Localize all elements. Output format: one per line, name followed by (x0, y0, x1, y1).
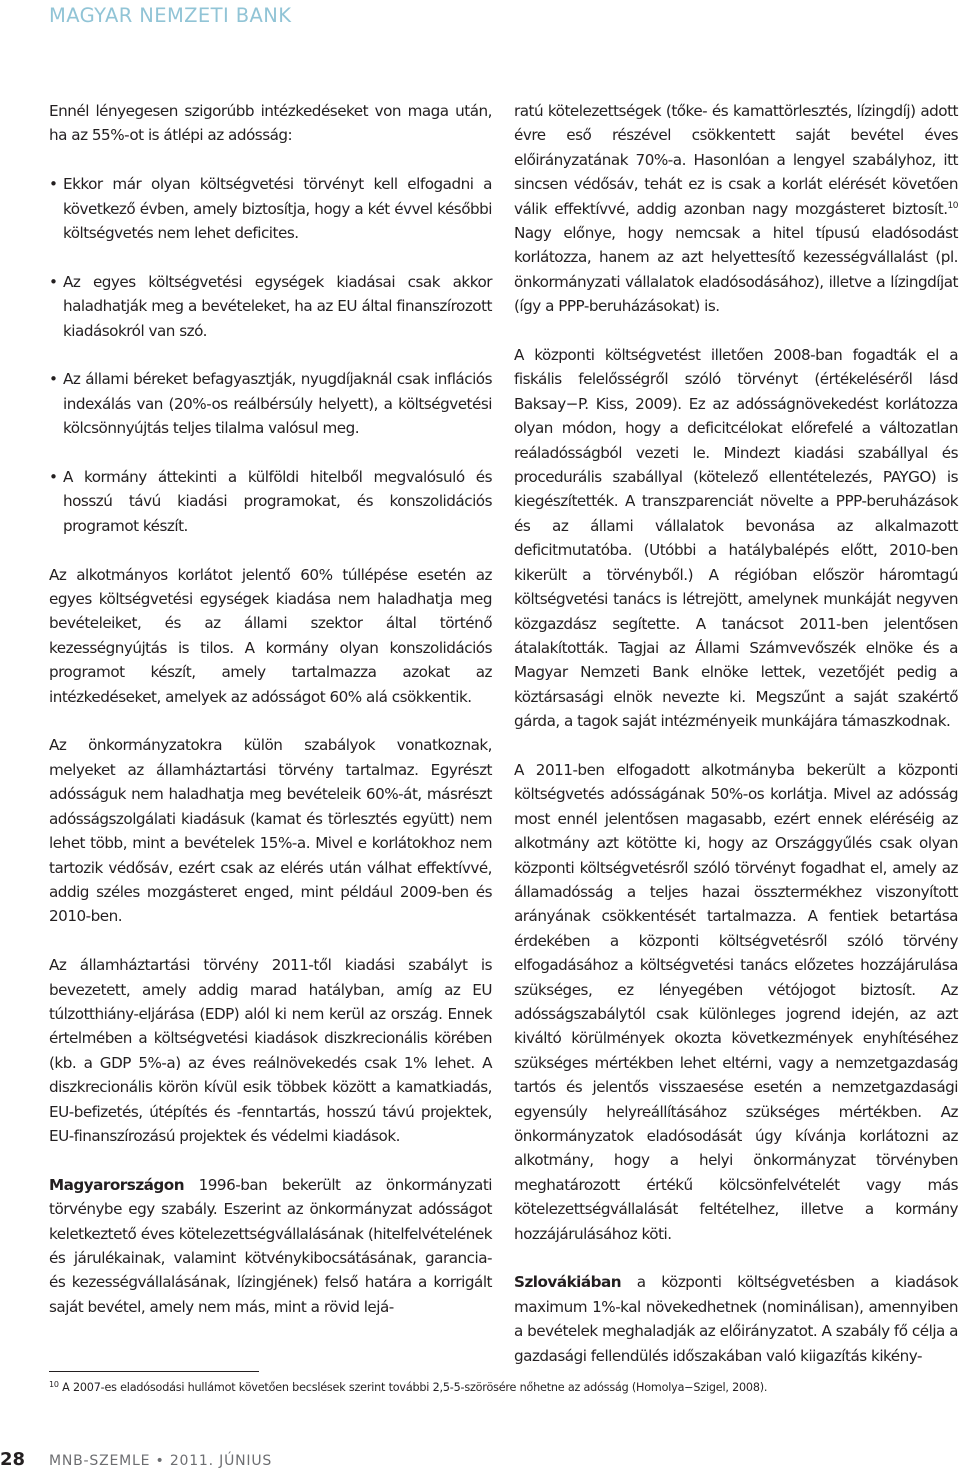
footnote-text: A 2007-es eladósodási hullámot követően becslések szerint további 2,5-5-szörösére nőhetne az adósság (Homolya−Szigel, 2008). (58, 1381, 768, 1394)
paragraph-text: 1996-ban bekerült az önkormányzati törvénybe egy szabály. Eszerint az önkormányzat adósságot keletkeztető éves kötelezettségvállalásának (hitelfelvételének és járulékainak, valamint kötvénykibocsátásának, garancia- és kezességvállalásának, lízingjének) felső határa a korrigált saját bevétel, amely nem más, mint a rövid lejá- (49, 1175, 492, 1316)
country-heading: Magyarországon (49, 1175, 185, 1194)
footnote (49, 1381, 949, 1394)
intro-paragraph: Ennél lényegesen szigorúbb intézkedéseket von maga után, ha az 55%-ot is átlépi az adósság: (49, 102, 492, 145)
body-paragraph: A 2011-ben elfogadott alkotmányba bekerült a központi költségvetés adósságának 50%-os korlátja. Mivel az adósság most ennél jelentősen magasabb, ezért ennek eléréséig az alkotmány azt kötötte ki, hogy az Országgyűlés csak olyan központi költségvetésről szóló törvényt fogadhat el, amely az államadósság a teljes hazai össztermékhez viszonyított arányának csökkentését tartalmazza. A fentiek betartása érdekében a központi költségvetésről szóló törvény elfogadásához a költségvetési tanács előzetes hozzájárulása szükséges, ez lényegében vétójogot biztosít. Az adósságszabálytól csak különleges jogrend idején, az azt kiváltó körülmények okozta következmények enyhítéséhez szükséges mértékben lehet eltérni, vagy a nemzetgazdaság tartós és jelentős visszaesése esetén a nemzetgazdasági egyensúly helyreállításához szükséges mértékben. Az önkormányzatok eladósodását úgy kívánja korlátozni az alkotmány, hogy a helyi önkormányzat törvényben meghatározott értékű kölcsönfelvételét vagy más kötelezettségvállalását feltételhez, illetve a kormány hozzájárulásához köti. (514, 760, 958, 1243)
body-paragraph: A központi költségvetést illetően 2008-ban fogadták el a fiskális felelősségről szóló törvényt (értékeléséről lásd Baksay−P. Kiss, 2009). Ez az adósságnövekedést korlátozza olyan módon, hogy a deficitcélokat előrefelé a változatlan reáladósságból vezeti le. Mindezt kiadási szabállyal és procedurális szabállyal (kötelező ellentételezés, PAYGO) is kiegészítették. A transzparenciát növelte a PPP-beruházások és az állami vállalatok bevonása az alkalmazott deficitmutatóba. (Utóbbi a hatálybalépés előtt, 2010-ben kikerült a törvényből.) A régióban először háromtagú költségvetési tanács is létrejött, amelynek munkáját negyven közgazdász segítette. A tanácsot 2011-ben jelentősen átalakították. Tagjai az Állami Számvevőszék elnöke és a Magyar Nemzeti Bank elnöke lettek, vezetőjét pedig a köztársasági elnök nevezte ki. Megszűnt a saját szakértő gárda, a tagok saját intézményeik munkájára támaszkodnak. (514, 346, 958, 731)
body-paragraph (514, 1270, 958, 1368)
header-title: MAGYAR NEMZETI BANK (49, 4, 292, 27)
footnote-number: 10 (49, 1380, 59, 1389)
body-paragraph: Az önkormányzatokra külön szabályok vonatkoznak, melyeket az államháztartási törvény tartalmaz. Egyrészt adósságuk nem haladhatja meg bevételeik 60%-át, másrészt adósságszolgálati kiadásuk (kamat és törlesztés együtt) nem lehet több, mint a bevételek 15%-a. Mivel e korlátokhoz nem tartozik védősáv, ezért csak az elérés után válhat effektívvé, addig széles mozgásteret enged, mint például 2009-ben és 2010-ben. (49, 736, 492, 926)
paragraph-text: a központi költségvetésben a kiadások maximum 1%-kal növekedhetnek (nominálisan), amennyiben a bevételek meghaladják az előirányzatot. A szabály fő célja a gazdasági fellendülés időszakában való kiigazítás kikény- (514, 1273, 958, 1365)
body-paragraph: Az alkotmányos korlátot jelentő 60% túllépése esetén az egyes költségvetési egységek kiadása nem haladhatja meg bevételeiket, és az állami szektor által történő kezességnyújtás is tilos. A kormány olyan konszolidációs programot készít, amely tartalmazza azokat az intézkedéseket, amelyek az adósságot 60% alá csökkentik. (49, 565, 492, 706)
paragraph-text: Nagy előnye, hogy nemcsak a hitel típusú eladósodást korlátozza, hanem az azt helyettesítő kezességvállalást (pl. önkormányzati vállalatok eladósodásához), illetve a lízingdíjat (így a PPP-beruházásokat) is. (514, 224, 958, 316)
journal-title: MNB-SZEMLE • 2011. JÚNIUS (49, 1453, 273, 1469)
footnote-reference[interactable]: 10 (947, 200, 958, 211)
footnote-divider (49, 1371, 259, 1372)
bullet-item: • A kormány áttekinti a külföldi hitelből megvalósuló és hosszú távú kiadási programokat, és konszolidációs programot készít. (49, 465, 492, 538)
body-paragraph (514, 99, 958, 319)
body-paragraph (49, 1173, 492, 1319)
right-column (514, 99, 958, 1392)
bullet-list (49, 172, 492, 538)
paragraph-text: ratú kötelezettségek (tőke- és kamattörlesztés, lízingdíj) adott évre eső részével csökkentett saját bevétel éves előirányzatának 70%-a. Hasonlóan a lengyel szabályhoz, itt sincsen védősáv, tehát ez is csak a korlát elérését követően válik effektívvé, addig azonban nagy mozgásteret biztosít. (514, 102, 958, 218)
bullet-item: • Ekkor már olyan költségvetési törvényt kell elfogadni a következő évben, amely biztosítja, hogy a két évvel későbbi költségvetés nem lehet deficites. (49, 172, 492, 245)
left-column (49, 99, 492, 1344)
page-number: 28 (0, 1449, 26, 1470)
bullet-item: • Az állami béreket befagyasztják, nyugdíjaknál csak inflációs indexálás van (20%-os reálbérsúly helyett), a költségvetési kölcsönnyújtás teljes tilalma valósul meg. (49, 367, 492, 440)
bullet-item: • Az egyes költségvetési egységek kiadásai csak akkor haladhatják meg a bevételeket, ha az EU által finanszírozott kiadásokról van szó. (49, 270, 492, 343)
body-paragraph: Az államháztartási törvény 2011-től kiadási szabályt is bevezetett, amely addig marad hatályban, amíg az EU túlzotthiány-eljárása (EDP) alól ki nem kerül az ország. Ennek értelmében a költségvetési kiadások diszkrecionális körében (kb. a GDP 5%-a) az éves reálnövekedés csak 1% lehet. A diszkrecionális körön kívül esik többek között a kamatkiadás, EU-befizetés, útépítés és -fenntartás, hosszú távú projektek, EU-finanszírozású projektek és védelmi kiadások. (49, 956, 492, 1145)
country-heading: Szlovákiában (514, 1273, 622, 1292)
